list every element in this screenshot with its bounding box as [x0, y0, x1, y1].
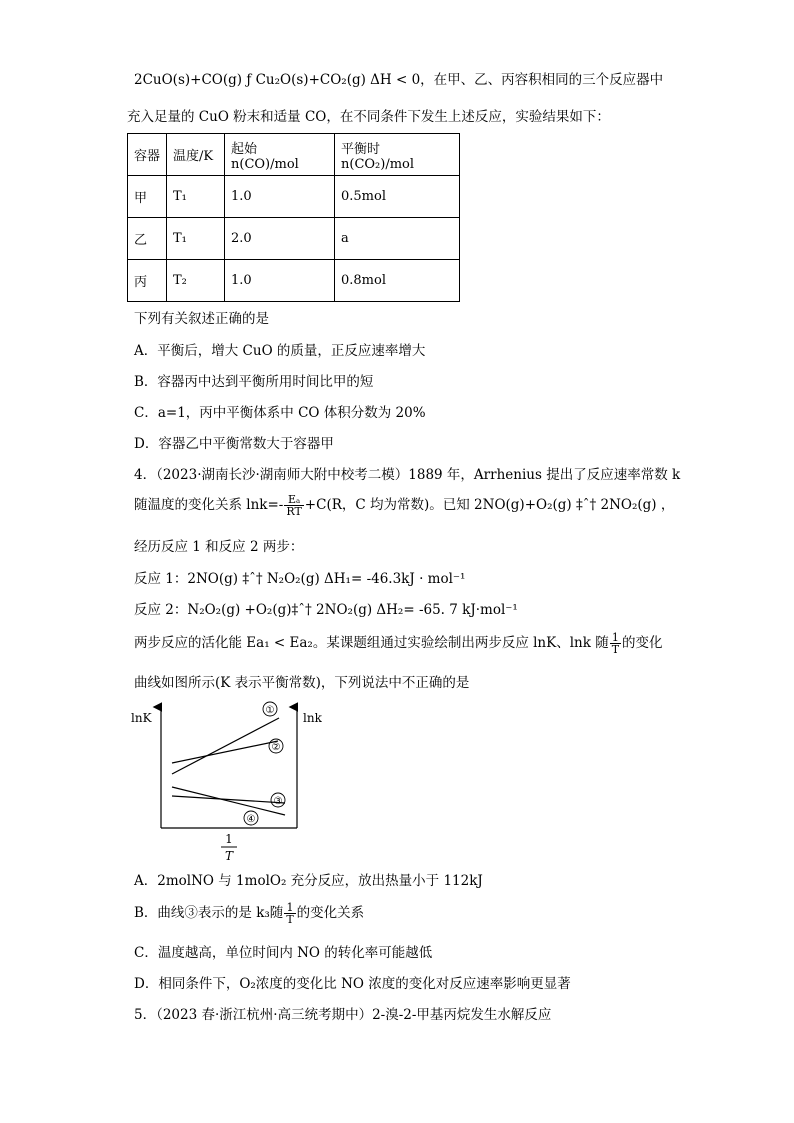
table-header-cell: 容器	[128, 134, 167, 176]
table-header-row	[128, 134, 460, 176]
q5-title-line: 5．（2023 春·浙江杭州·高三统考期中）2-溴-2-甲基丙烷发生水解反应	[134, 1007, 552, 1023]
q4-option-c: C．温度越高，单位时间内 NO 的转化率可能越低	[134, 945, 433, 961]
series-line-1	[172, 718, 279, 774]
fraction-denominator: RT	[286, 505, 302, 518]
q4-activation-text-b: 的变化	[622, 635, 663, 651]
table-row	[128, 260, 460, 302]
table-cell: 0.8mol	[335, 260, 460, 302]
q4-option-d: D．相同条件下，O₂浓度的变化比 NO 浓度的变化对反应速率影响更显著	[134, 976, 571, 992]
series-line-4	[172, 796, 285, 803]
one-over-t-fraction	[610, 632, 621, 655]
q4-reaction-2: 反应 2：N₂O₂(g) +O₂(g)‡ˆ† 2NO₂(g) ΔH₂= -65. 7 kJ·mol⁻¹	[134, 602, 518, 618]
table-row	[128, 176, 460, 218]
series-label: ④	[246, 814, 256, 825]
q3-reaction-line: 2CuO(s)+CO(g) ƒ Cu₂O(s)+CO₂(g) ΔH < 0，在甲、乙、丙容积相同的三个反应器中	[134, 72, 664, 88]
table-cell: 2.0	[225, 218, 335, 260]
fraction-denominator: T	[286, 913, 294, 926]
fraction-numerator: 1	[284, 902, 295, 914]
series-line-3	[172, 787, 285, 815]
q4-activation-text-a: 两步反应的活化能 Ea₁ < Ea₂。某课题组通过实验绘制出两步反应 lnK、lnk 随	[134, 635, 609, 651]
fraction-numerator: 1	[610, 632, 621, 644]
q3-option-d: D．容器乙中平衡常数大于容器甲	[134, 436, 334, 452]
left-axis-label: lnK	[131, 711, 152, 725]
q4-option-b-text-a: B．曲线③表示的是 k₃随	[134, 905, 284, 921]
q4-option-a: A．2molNO 与 1molO₂ 充分反应，放出热量小于 112kJ	[134, 873, 483, 889]
x-axis-label-numerator: 1	[225, 832, 233, 846]
series-label: ②	[271, 742, 281, 753]
table-cell: T₂	[167, 260, 225, 302]
table-header-cell: 温度/K	[167, 134, 225, 176]
table-cell: 甲	[128, 176, 167, 218]
q4-chart-prompt: 曲线如图所示(K 表示平衡常数)，下列说法中不正确的是	[134, 675, 470, 691]
table-cell: T₁	[167, 176, 225, 218]
fraction-denominator: T	[611, 643, 620, 656]
q4-formula-text-b: +C(R，C 均为常数)。已知 2NO(g)+O₂(g) ‡ˆ† 2NO₂(g) ，	[304, 497, 675, 513]
q4-title-line: 4．（2023·湖南长沙·湖南师大附中校考二模）1889 年，Arrhenius 提出了反应速率常数 k	[134, 467, 681, 483]
ea-over-rt-fraction	[284, 494, 303, 517]
series-label: ①	[265, 705, 275, 716]
fraction-numerator: Eₐ	[284, 494, 303, 506]
x-axis-label-denominator: T	[224, 849, 234, 863]
lnk-vs-inverse-t-chart	[125, 697, 335, 867]
series-label: ③	[273, 796, 283, 807]
q4-option-b	[134, 902, 364, 925]
q3-prompt: 下列有关叙述正确的是	[134, 311, 269, 327]
table-row	[128, 218, 460, 260]
q4-formula-text-a: 随温度的变化关系 lnk=-	[134, 497, 284, 513]
one-over-t-fraction	[284, 902, 295, 925]
table-cell: 丙	[128, 260, 167, 302]
table-cell: 1.0	[225, 176, 335, 218]
table-cell: 0.5mol	[335, 176, 460, 218]
table-cell: 1.0	[225, 260, 335, 302]
right-axis-label: lnk	[303, 711, 322, 725]
table-header-cell: 平衡时 n(CO₂)/mol	[335, 134, 460, 176]
q3-intro-line: 充入足量的 CuO 粉末和适量 CO，在不同条件下发生上述反应，实验结果如下：	[127, 109, 610, 125]
q3-option-b: B．容器丙中达到平衡所用时间比甲的短	[134, 374, 374, 390]
q4-steps-intro: 经历反应 1 和反应 2 两步：	[134, 539, 304, 555]
table-cell: T₁	[167, 218, 225, 260]
q4-option-b-text-b: 的变化关系	[296, 905, 365, 921]
q3-option-c: C．a=1，丙中平衡体系中 CO 体积分数为 20%	[134, 405, 426, 421]
table-cell: a	[335, 218, 460, 260]
q3-data-table	[127, 133, 460, 302]
q4-activation-line	[134, 632, 663, 655]
table-header-cell: 起始 n(CO)/mol	[225, 134, 335, 176]
series-line-2	[172, 741, 278, 763]
q4-reaction-1: 反应 1：2NO(g) ‡ˆ† N₂O₂(g) ΔH₁= -46.3kJ · mol⁻¹	[134, 571, 466, 587]
q3-option-a: A．平衡后，增大 CuO 的质量，正反应速率增大	[134, 343, 426, 359]
q4-formula-line	[134, 494, 674, 517]
table-cell: 乙	[128, 218, 167, 260]
